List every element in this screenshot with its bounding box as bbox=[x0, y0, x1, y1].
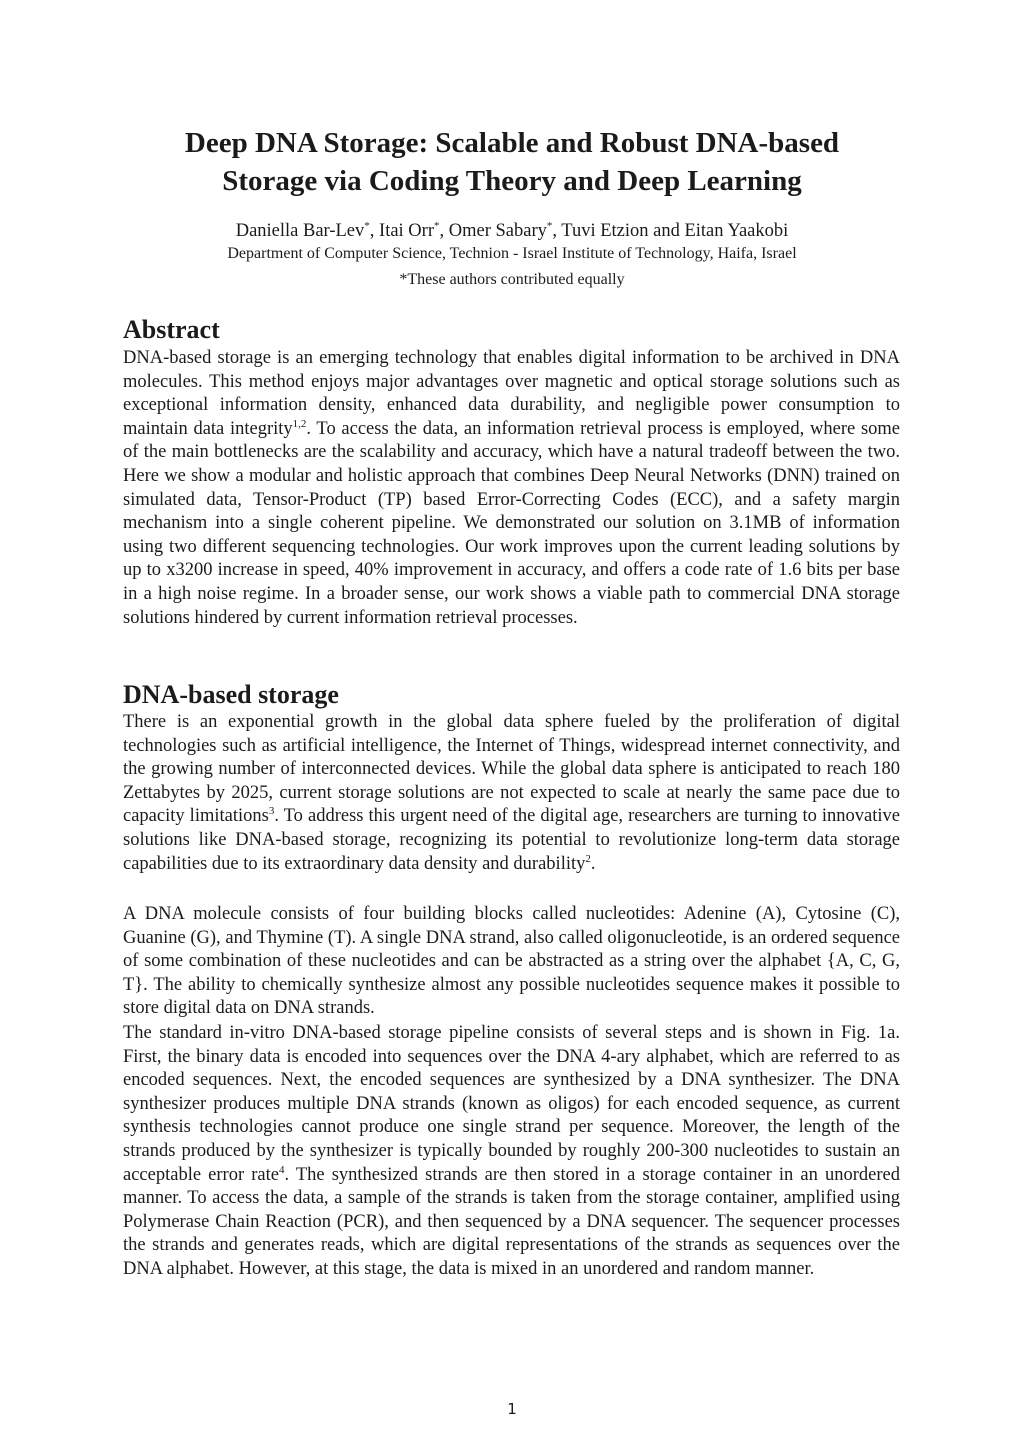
equal-contribution-mark: * bbox=[364, 219, 370, 232]
author-name: , Itai Orr bbox=[369, 221, 434, 241]
author-list bbox=[100, 219, 924, 243]
page-number: 1 bbox=[507, 1400, 517, 1418]
author-name: , Omer Sabary bbox=[439, 221, 547, 241]
equal-contribution-note: *These authors contributed equally bbox=[399, 271, 625, 288]
abstract-heading: Abstract bbox=[123, 315, 220, 344]
citation-ref: 1,2 bbox=[292, 417, 307, 430]
paragraph-text: The standard in-vitro DNA-based storage pipeline consists of several steps and is shown in Fig. 1a. First, the binary data is encoded into sequences over the DNA 4-ary alphabet, which are referred to as encoded sequences. Next, the encoded sequences are synthesized by a DNA synthesizer. The DNA synthesizer produces multiple DNA strands (known as oligos) for each encoded sequence, as current synthesis technologies cannot produce one single strand per sequence. Moreover, the length of the strands produced by the synthesizer is typically bounded by roughly 200-300 nucleotides to sustain an acceptable error rate bbox=[123, 1023, 900, 1185]
title-line-2: Storage via Coding Theory and Deep Learning bbox=[222, 165, 802, 197]
author-name: Daniella Bar-Lev bbox=[235, 221, 365, 241]
paragraph-text: . bbox=[590, 853, 596, 874]
citation-ref: 3 bbox=[268, 805, 275, 818]
title-line-1: Deep DNA Storage: Scalable and Robust DNA-based bbox=[184, 127, 840, 159]
paragraph-text: . To address this urgent need of the digital age, researchers are turning to innovative solutions like DNA-based storage, recognizing its potential to revolutionize long-term data storage capabilities due to its extraordinary data density and durability bbox=[123, 806, 900, 874]
abstract-text: DNA-based storage is an emerging technology that enables digital information to be archived in DNA molecules. This method enjoys major advantages over magnetic and optical storage solutions such as exceptional information density, enhanced data durability, and negligible power consumption to maintain data integrity bbox=[123, 348, 900, 439]
body-paragraph: A DNA molecule consists of four building blocks called nucleotides: Adenine (A), Cytosine (C), Guanine (G), and Thymine (T). A single DNA strand, also called oligonucleotide, is an ordered sequence of some combination of these nucleotides and can be abstracted as a string over the alphabet {A, C, G, T}. The ability to chemically synthesize almost any possible nucleotides sequence makes it possible to store digital data on DNA strands. bbox=[123, 904, 900, 1019]
paragraph-text: . The synthesized strands are then stored in a storage container in an unordered manner. To access the data, a sample of the strands is taken from the storage container, amplified using Polymerase Chain Reaction (PCR), and then sequenced by a DNA sequencer. The sequencer processes the strands and generates reads, which are digital representations of the strands as sequences over the DNA alphabet. However, at this stage, the data is mixed in an unordered and random manner. bbox=[123, 1164, 900, 1279]
citation-ref: 2 bbox=[585, 852, 591, 865]
paragraph-text: There is an exponential growth in the global data sphere fueled by the proliferation of digital technologies such as artificial intelligence, the Internet of Things, widespread internet connectivity, and the growing number of interconnected devices. While the global data sphere is anticipated to reach 180 Zettabytes by 2025, current storage solutions are not expected to scale at nearly the same pace due to capacity limitations bbox=[123, 712, 900, 827]
body-paragraph bbox=[123, 711, 900, 876]
section-heading-dna-storage: DNA-based storage bbox=[123, 680, 339, 709]
author-names-rest: , Tuvi Etzion and Eitan Yaakobi bbox=[552, 221, 789, 241]
paper-title bbox=[100, 124, 924, 200]
citation-ref: 4 bbox=[278, 1163, 285, 1176]
affiliation: Department of Computer Science, Technion - Israel Institute of Technology, Haifa, Israel bbox=[227, 245, 797, 262]
body-paragraph bbox=[123, 1022, 900, 1282]
abstract-text: . To access the data, an information retrieval process is employed, where some of the main bottlenecks are the scalability and accuracy, which have a natural tradeoff between the two. Here we show a modular and holistic approach that combines Deep Neural Networks (DNN) trained on simulated data, Tensor-Product (TP) based Error-Correcting Codes (ECC), and a safety margin mechanism into a single coherent pipeline. We demonstrated our solution on 3.1MB of information using two different sequencing technologies. Our work improves upon the current leading solutions by up to x3200 increase in speed, 40% improvement in accuracy, and offers a code rate of 1.6 bits per base in a high noise regime. In a broader sense, our work shows a viable path to commercial DNA storage solutions hindered by current information retrieval processes. bbox=[123, 418, 900, 628]
abstract-paragraph bbox=[123, 347, 900, 630]
equal-contribution-mark: * bbox=[434, 219, 440, 232]
equal-contribution-mark: * bbox=[546, 219, 553, 232]
